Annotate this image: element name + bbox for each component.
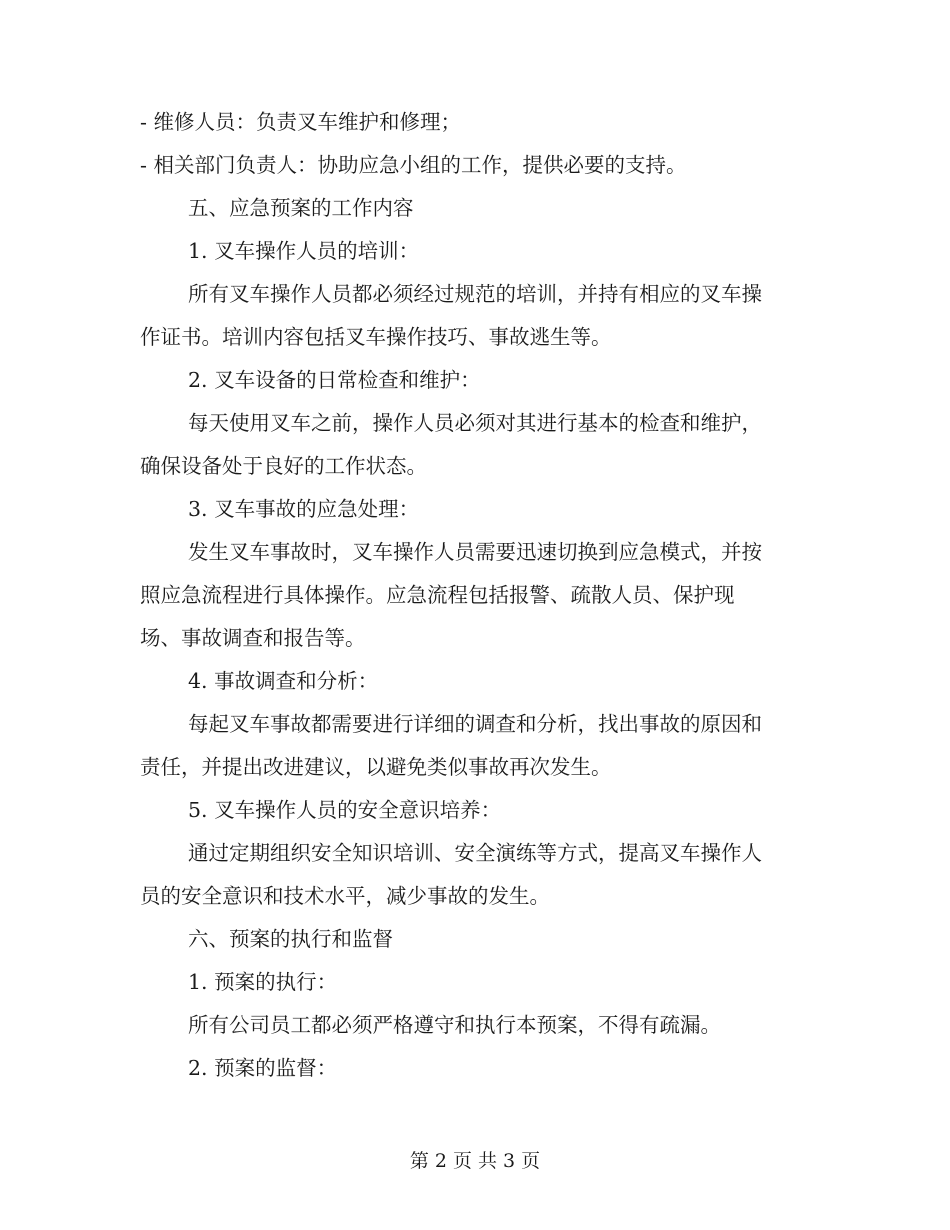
text-line: 5. 叉车操作人员的安全意识培养： (188, 798, 502, 822)
text-line: 所有公司员工都必须严格遵守和执行本预案，不得有疏漏。 (188, 1013, 721, 1037)
text-line: 4. 事故调查和分析： (188, 669, 379, 693)
text-line: 员的安全意识和技术水平，减少事故的发生。 (140, 884, 550, 908)
text-line: 3. 叉车事故的应急处理： (188, 497, 420, 521)
document-body (140, 101, 810, 1090)
page-footer: 第 2 页 共 3 页 (409, 1150, 541, 1172)
text-line: 五、应急预案的工作内容 (188, 196, 414, 220)
text-line: 2. 叉车设备的日常检查和维护： (188, 368, 481, 392)
text-line: 1. 预案的执行： (188, 970, 338, 994)
text-line: 每天使用叉车之前，操作人员必须对其进行基本的检查和维护， (188, 411, 762, 435)
text-line: - 相关部门负责人：协助应急小组的工作，提供必要的支持。 (140, 153, 687, 177)
text-line: 照应急流程进行具体操作。应急流程包括报警、疏散人员、保护现 (140, 583, 735, 607)
text-line: 场、事故调查和报告等。 (140, 626, 366, 650)
text-line: 通过定期组织安全知识培训、安全演练等方式，提高叉车操作人 (188, 841, 762, 865)
text-line: 2. 预案的监督： (188, 1056, 338, 1080)
text-line: 责任，并提出改进建议，以避免类似事故再次发生。 (140, 755, 612, 779)
text-line: 每起叉车事故都需要进行详细的调查和分析，找出事故的原因和 (188, 712, 762, 736)
text-line: 发生叉车事故时，叉车操作人员需要迅速切换到应急模式，并按 (188, 540, 762, 564)
text-line: 所有叉车操作人员都必须经过规范的培训，并持有相应的叉车操 (188, 282, 762, 306)
text-line: - 维修人员：负责叉车维护和修理； (140, 110, 461, 134)
text-line: 六、预案的执行和监督 (188, 927, 393, 951)
text-line: 1. 叉车操作人员的培训： (188, 239, 420, 263)
text-line: 作证书。培训内容包括叉车操作技巧、事故逃生等。 (140, 325, 612, 349)
text-line: 确保设备处于良好的工作状态。 (140, 454, 427, 478)
